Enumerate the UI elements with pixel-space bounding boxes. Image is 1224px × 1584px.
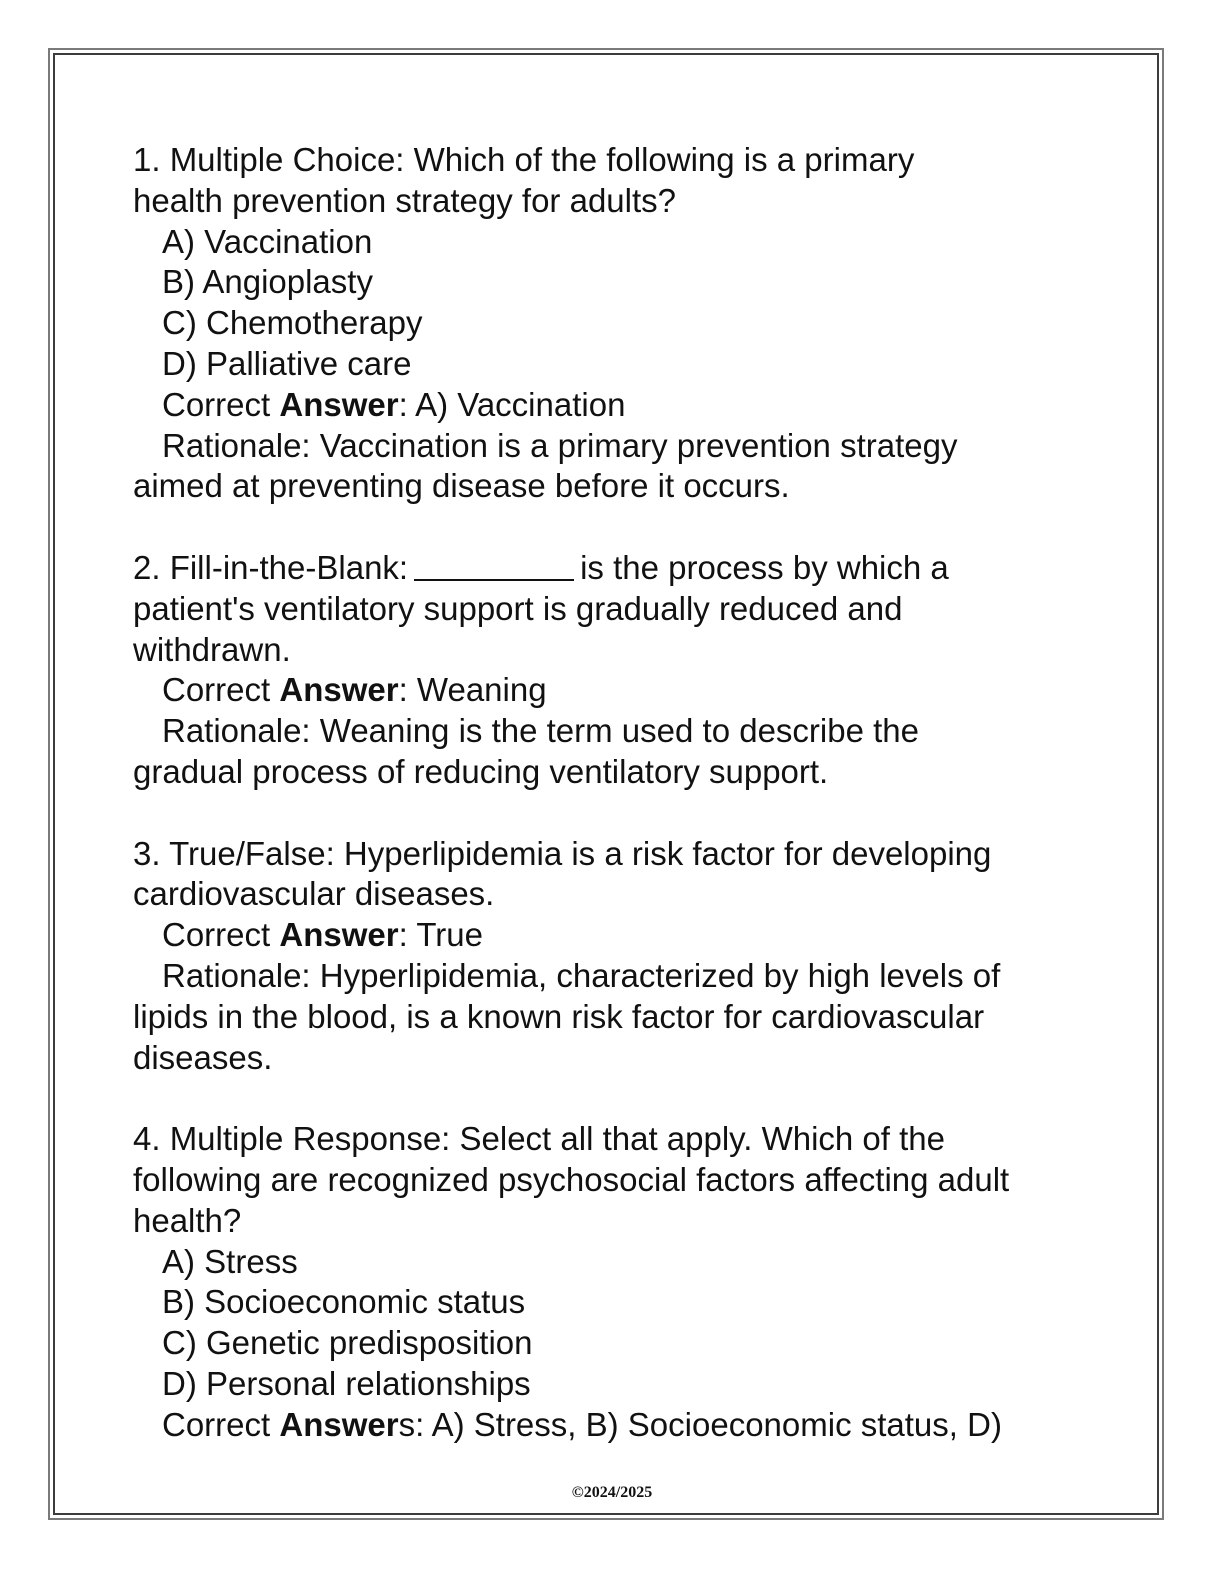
answer-option: A) Stress [162, 1242, 298, 1280]
correct-answer-prefix: Correct [162, 916, 280, 954]
question-stem [133, 548, 1113, 589]
correct-answer [133, 915, 1113, 956]
question-stem: 1. Multiple Choice: Which of the following is a primary [133, 141, 915, 178]
document-content [133, 140, 1113, 1486]
question-stem: health prevention strategy for adults? [133, 181, 677, 219]
correct-answer-prefix: Correct [162, 1405, 280, 1443]
answer-option: D) Palliative care [162, 344, 412, 382]
correct-answer-keyword: Answer [279, 385, 399, 423]
question-2 [133, 548, 1113, 793]
question-stem: 3. True/False: Hyperlipidemia is a risk factor for developing [133, 834, 992, 872]
question-stem-start: 2. Fill-in-the-Blank: [133, 548, 409, 586]
question-stem: withdrawn. [133, 630, 291, 668]
answer-option: A) Vaccination [162, 222, 373, 260]
correct-answer [133, 1405, 1113, 1446]
rationale: aimed at preventing disease before it occurs. [133, 467, 790, 505]
question-stem: cardiovascular diseases. [133, 875, 495, 913]
correct-answer-value: : True [398, 916, 483, 954]
question-stem: following are recognized psychosocial factors affecting adult [133, 1160, 1010, 1198]
answer-option: C) Genetic predisposition [162, 1324, 533, 1362]
answer-option: C) Chemotherapy [162, 304, 423, 342]
rationale: gradual process of reducing ventilatory support. [133, 752, 829, 790]
rationale: Rationale: Vaccination is a primary prevention strategy [162, 426, 958, 464]
correct-answer [133, 385, 1113, 426]
correct-answer-prefix: Correct [162, 385, 280, 423]
question-4 [133, 1119, 1113, 1445]
correct-answer [133, 670, 1113, 711]
correct-answer-keyword: Answer [279, 1405, 399, 1443]
correct-answer-keyword: Answer [279, 916, 399, 954]
correct-answer-keyword: Answer [279, 671, 399, 709]
question-stem: 4. Multiple Response: Select all that apply. Which of the [133, 1120, 945, 1158]
rationale: Rationale: Hyperlipidemia, characterized by high levels of [162, 956, 1001, 994]
rationale: diseases. [133, 1038, 273, 1076]
correct-answer-value: : Weaning [398, 671, 547, 709]
answer-option: B) Angioplasty [162, 263, 373, 301]
fill-in-blank [414, 549, 574, 581]
rationale: lipids in the blood, is a known risk factor for cardiovascular [133, 997, 985, 1035]
rationale: Rationale: Weaning is the term used to describe the [162, 712, 919, 750]
question-3 [133, 834, 1113, 1079]
correct-answer-value: s: A) Stress, B) Socioeconomic status, D) [398, 1405, 1002, 1443]
question-stem: patient's ventilatory support is gradually reduced and [133, 589, 903, 627]
question-stem: health? [133, 1201, 242, 1239]
question-stem-end: is the process by which a [580, 548, 949, 586]
answer-option: B) Socioeconomic status [162, 1283, 526, 1321]
question-1 [133, 140, 1113, 507]
correct-answer-prefix: Correct [162, 671, 280, 709]
copyright-footer: ©2024/2025 [571, 1484, 653, 1501]
correct-answer-value: : A) Vaccination [398, 385, 626, 423]
answer-option: D) Personal relationships [162, 1364, 531, 1402]
